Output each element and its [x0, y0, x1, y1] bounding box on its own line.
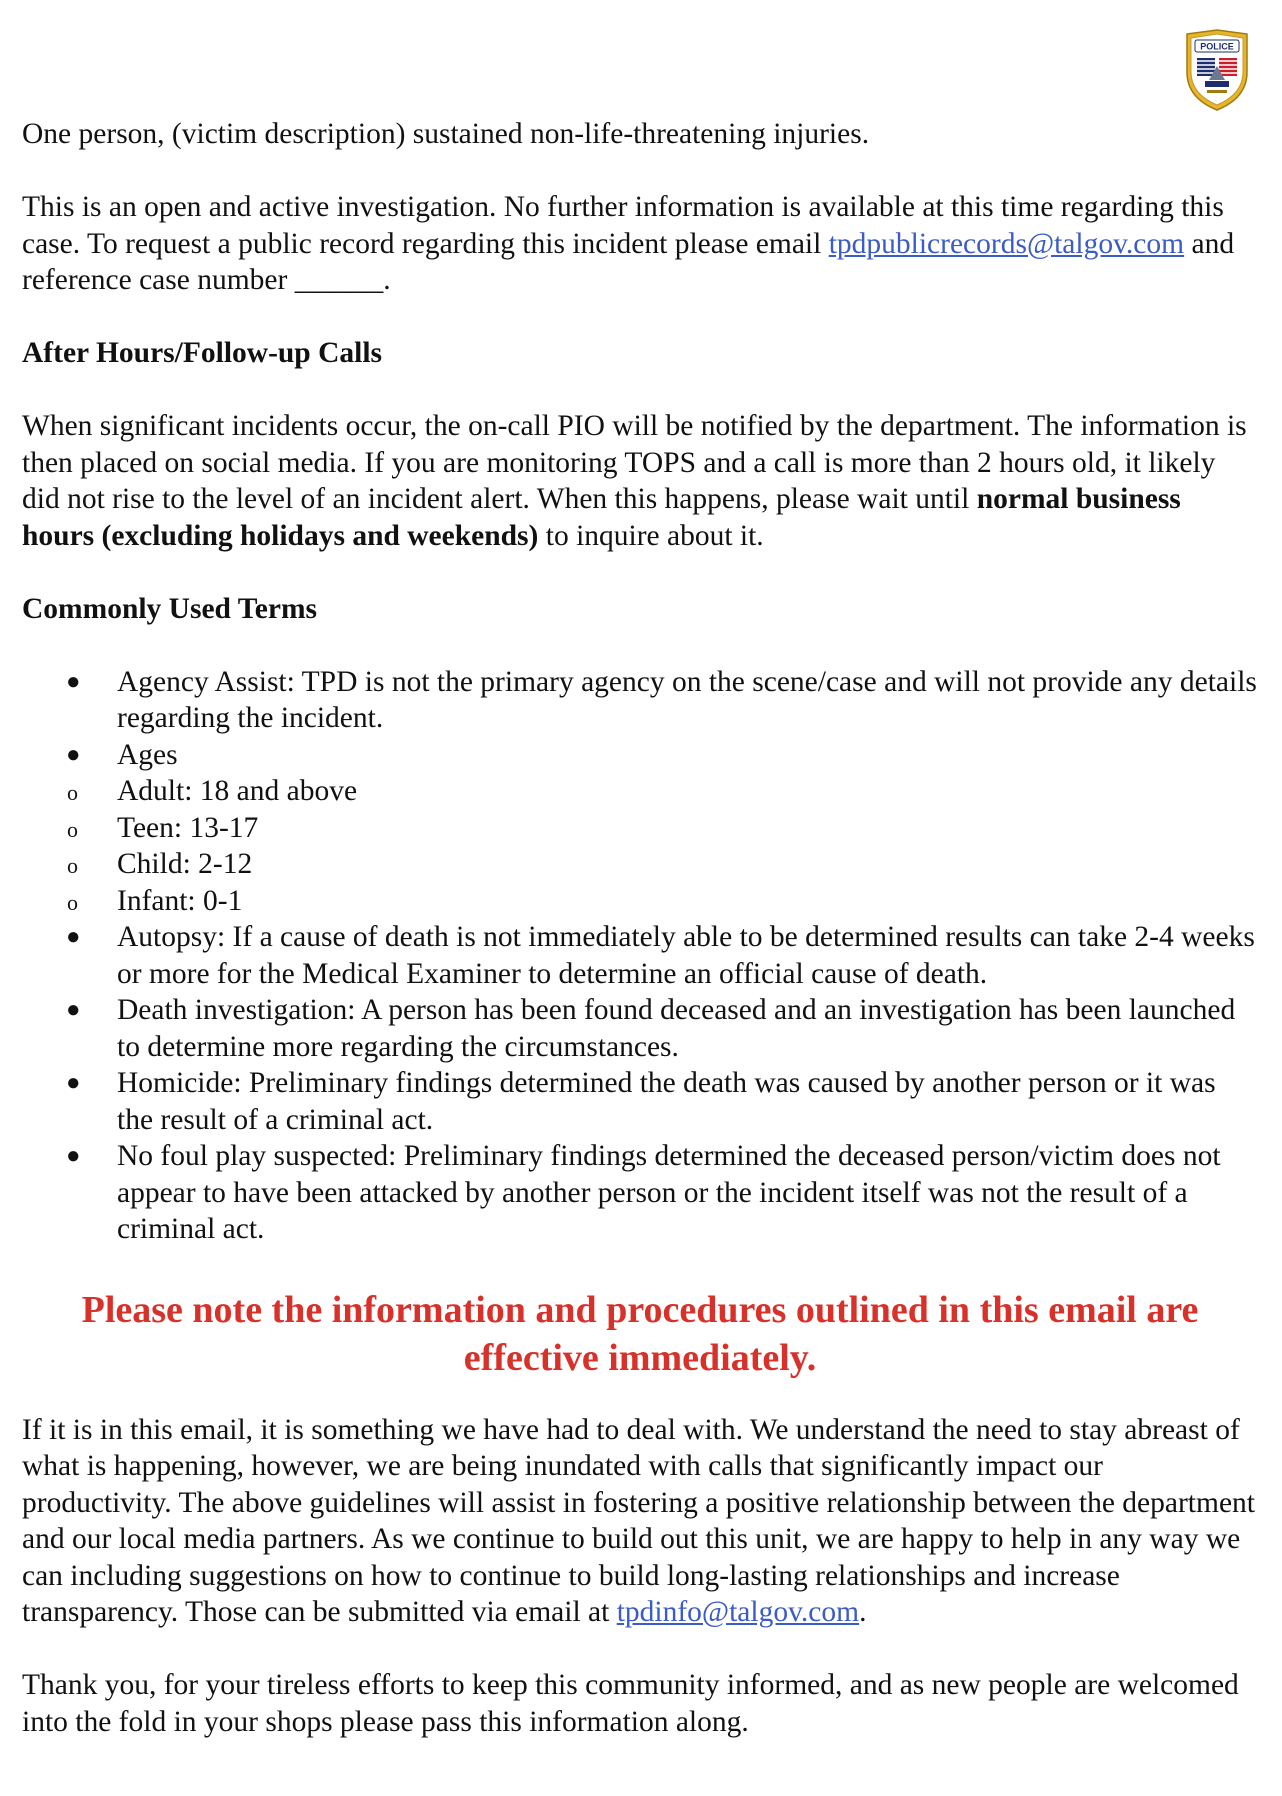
list-item [22, 664, 1258, 737]
closing-text-end: . [859, 1596, 867, 1628]
circle-bullet-icon: o [67, 889, 78, 915]
bullet-icon: ● [66, 924, 81, 950]
after-hours-heading: After Hours/Follow-up Calls [22, 337, 383, 369]
list-item [22, 773, 1258, 810]
bullet-icon: ● [66, 668, 81, 695]
case-number-text: and reference case number ______. [22, 227, 1235, 296]
ages-list [22, 773, 1258, 919]
term-no-foul-play: No foul play suspected: Preliminary findings determined the deceased person/victim does not appear to have been attacked by another person or the incident itself was not the result of a criminal act. [117, 1140, 1221, 1245]
badge-text: POLICE [1200, 41, 1234, 52]
victim-statement: One person, (victim description) sustained non-life-threatening injuries. [22, 118, 870, 150]
term-ages: Ages [117, 738, 178, 771]
closing-paragraph [22, 1412, 1258, 1631]
age-child: Child: 2-12 [117, 848, 253, 880]
closing-text: If it is in this email, it is something we have had to deal with. We understand the need to stay abreast of what is happening, however, we are being inundated with calls that significantly impact our productivity. The above guidelines will assist in fostering a positive relationship between the department and our local media partners. As we continue to build out this unit, we are happy to help in any way we can including suggestions on how to continue to build long-lasting relationships and increase transparency. Those can be submitted via email at [22, 1413, 1255, 1628]
term-agency-assist: Agency Assist: TPD is not the primary agency on the scene/case and will not provide any details regarding the incident. [117, 665, 1257, 734]
bullet-icon: ● [66, 997, 81, 1023]
investigation-text: This is an open and active investigation. No further information is available at this time regarding this case. To request a public record regarding this incident please email [22, 191, 1224, 260]
list-item [22, 992, 1258, 1065]
bullet-icon: ● [66, 741, 81, 768]
public-records-email-link[interactable]: tpdpublicrecords@talgov.com [828, 227, 1185, 260]
term-homicide: Homicide: Preliminary findings determined the death was caused by another person or it was the result of a criminal act. [117, 1067, 1216, 1136]
info-email-link[interactable]: tpdinfo@talgov.com [616, 1596, 860, 1628]
after-hours-text-end: to inquire about it. [538, 519, 764, 552]
age-infant: Infant: 0-1 [117, 884, 243, 917]
list-item [22, 737, 1258, 920]
bullet-icon: ● [66, 1070, 81, 1096]
term-autopsy: Autopsy: If a cause of death is not immediately able to be determined results can take 2-4 weeks or more for the Medical Examiner to determine an official cause of death. [117, 921, 1255, 990]
list-item [22, 810, 1258, 847]
business-hours-emphasis: normal business hours (excluding holidays and weekends) [22, 483, 1181, 552]
after-hours-text: When significant incidents occur, the on-call PIO will be notified by the department. The information is then placed on social media. If you are monitoring TOPS and a call is more than 2 hours old, it likely did not rise to the level of an incident alert. When this happens, please wait until [22, 410, 1247, 515]
list-item [22, 883, 1258, 920]
list-item [22, 1065, 1258, 1138]
list-item [22, 1138, 1258, 1248]
circle-bullet-icon: o [67, 853, 78, 878]
circle-bullet-icon: o [67, 816, 78, 842]
age-teen: Teen: 13-17 [117, 811, 259, 844]
bullet-icon: ● [66, 1143, 81, 1169]
police-badge-icon [1183, 28, 1251, 112]
term-death-investigation: Death investigation: A person has been found deceased and an investigation has been launched to determine more regarding the circumstances. [117, 994, 1236, 1063]
investigation-paragraph [22, 189, 1258, 299]
email-body [22, 116, 1258, 1740]
effective-immediately-notice: Please note the information and procedures outlined in this email are effective immediately. [81, 1288, 1199, 1379]
age-adult: Adult: 18 and above [117, 775, 358, 807]
list-item [22, 919, 1258, 992]
commonly-used-terms-heading: Commonly Used Terms [22, 592, 318, 625]
circle-bullet-icon: o [67, 780, 78, 805]
thank-you-paragraph: Thank you, for your tireless efforts to keep this community informed, and as new people are welcomed into the fold in your shops please pass this information along. [22, 1669, 1239, 1738]
list-item [22, 846, 1258, 883]
terms-list [22, 664, 1258, 1248]
after-hours-paragraph [22, 408, 1258, 554]
